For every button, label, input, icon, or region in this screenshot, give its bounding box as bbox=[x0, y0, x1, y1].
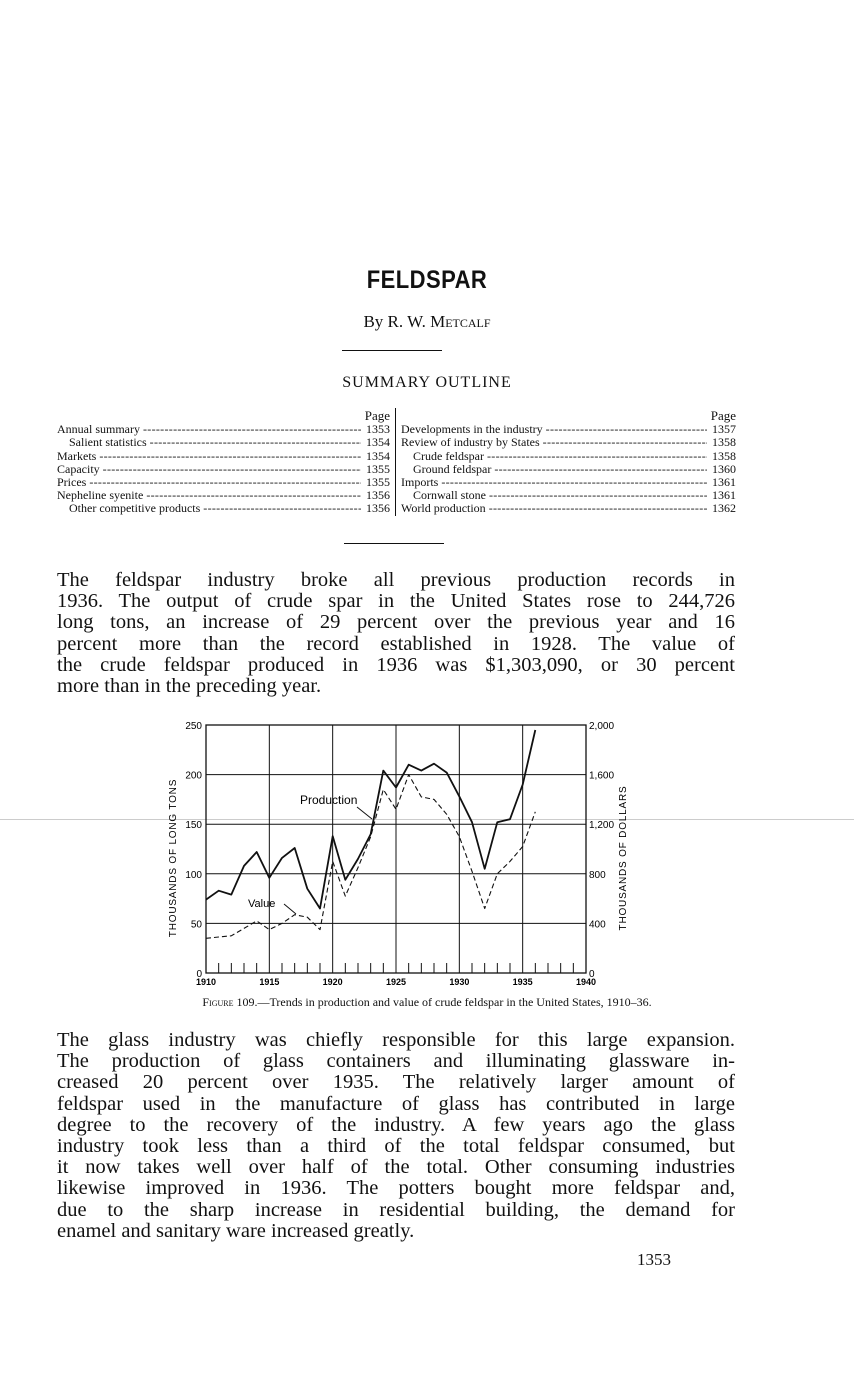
y-tick-label: 200 bbox=[185, 770, 202, 782]
y2-tick-label: 400 bbox=[589, 919, 606, 931]
toc-item-label: Annual summary bbox=[57, 422, 140, 437]
y2-axis-label: THOUSANDS OF DOLLARS bbox=[618, 785, 629, 931]
paragraph-line: The glass industry was chiefly responsible for this large expansion. bbox=[57, 1029, 735, 1051]
toc-leader-dots bbox=[99, 450, 361, 463]
y-tick-label: 100 bbox=[185, 869, 202, 881]
y2-tick-label: 800 bbox=[589, 869, 606, 881]
y-tick-label: 150 bbox=[185, 820, 202, 832]
paragraph-line: The production of glass containers and illuminating glassware in- bbox=[57, 1050, 735, 1073]
toc-item bbox=[57, 502, 390, 515]
toc-leader-dots bbox=[143, 423, 361, 436]
toc-item bbox=[401, 463, 736, 476]
production-pointer bbox=[357, 807, 372, 819]
paragraph-line: The feldspar industry broke all previous production records in bbox=[57, 569, 735, 591]
toc-item-page: 1358 bbox=[712, 435, 736, 450]
toc-item-label: Nepheline syenite bbox=[57, 488, 144, 503]
chart-grid bbox=[206, 725, 586, 973]
toc-leader-dots bbox=[543, 436, 707, 449]
toc-item-page: 1361 bbox=[712, 475, 736, 490]
series-line-production bbox=[206, 730, 535, 909]
toc-item-page: 1360 bbox=[712, 461, 736, 476]
toc-leader-dots bbox=[487, 450, 707, 463]
toc-item-label: Review of industry by States bbox=[401, 435, 540, 450]
toc-leader-dots bbox=[489, 502, 707, 515]
toc-item-page: 1353 bbox=[366, 422, 390, 437]
y-tick-label: 0 bbox=[196, 969, 202, 980]
paragraph-2 bbox=[57, 1030, 735, 1242]
toc-item-page: 1354 bbox=[366, 435, 390, 450]
page-number: 1353 bbox=[637, 1250, 671, 1269]
toc-item-label: Ground feldspar bbox=[413, 461, 492, 476]
x-tick-label: 1935 bbox=[512, 977, 533, 987]
chart bbox=[160, 716, 630, 994]
toc-leader-dots bbox=[203, 502, 361, 515]
figure-caption bbox=[0, 995, 854, 1010]
toc-divider bbox=[395, 408, 396, 516]
paragraph-line: likewise improved in 1936. The potters bought more feldspar and, bbox=[57, 1177, 735, 1200]
paragraph-line: long tons, an increase of 29 percent over the previous year and 16 bbox=[57, 611, 735, 634]
toc-item-label: Developments in the industry bbox=[401, 422, 543, 437]
y-tick-label: 250 bbox=[185, 721, 202, 732]
x-tick-label: 1910 bbox=[195, 977, 217, 987]
toc-item bbox=[57, 436, 390, 449]
toc-right-page-label: Page bbox=[710, 408, 736, 423]
toc-item-label: Crude feldspar bbox=[413, 448, 484, 463]
x-tick-label: 1925 bbox=[385, 977, 407, 987]
paragraph-line: degree to the recovery of the industry. A few years ago the glass bbox=[57, 1113, 735, 1136]
toc-item-label: World production bbox=[401, 501, 486, 516]
y-axis-label: THOUSANDS OF LONG TONS bbox=[168, 778, 179, 938]
value-pointer bbox=[284, 904, 296, 914]
toc-item-page: 1354 bbox=[366, 448, 390, 463]
value-label: Value bbox=[248, 898, 276, 910]
toc-leader-dots bbox=[103, 463, 361, 476]
paragraph-1 bbox=[57, 570, 735, 697]
toc-item bbox=[57, 450, 390, 463]
toc-leader-dots bbox=[494, 463, 707, 476]
toc-item-page: 1357 bbox=[712, 422, 736, 437]
toc-item bbox=[401, 502, 736, 515]
paragraph-line: due to the sharp increase in residential building, the demand for bbox=[57, 1198, 735, 1221]
paragraph-line: creased 20 percent over 1935. The relatively larger amount of bbox=[57, 1071, 735, 1094]
page-title: FELDSPAR bbox=[366, 266, 488, 294]
toc-leader-dots bbox=[150, 436, 361, 449]
x-tick-label: 1915 bbox=[259, 977, 280, 987]
paragraph-line: percent more than the record established in 1928. The value of bbox=[57, 632, 735, 655]
x-tick-label: 1940 bbox=[575, 977, 597, 987]
y2-tick-label: 1,600 bbox=[589, 770, 615, 782]
series-line-value bbox=[206, 775, 535, 939]
toc-item-page: 1362 bbox=[712, 501, 736, 516]
paragraph-line: feldspar used in the manufacture of glass has contributed in large bbox=[57, 1092, 735, 1115]
toc-item-page: 1358 bbox=[712, 448, 736, 463]
toc-item-label: Capacity bbox=[57, 461, 100, 476]
series-annotations bbox=[248, 793, 372, 914]
y-tick-labels bbox=[185, 721, 202, 980]
y-tick-label: 50 bbox=[190, 919, 202, 931]
figure-caption-text: —Trends in production and value of crude feldspar in the United States, 1910–36. bbox=[257, 995, 652, 1009]
toc-leader-dots bbox=[489, 489, 707, 502]
toc-item bbox=[401, 436, 736, 449]
toc-item-page: 1356 bbox=[366, 488, 390, 503]
toc-item-label: Cornwall stone bbox=[413, 488, 486, 503]
toc-item-page: 1356 bbox=[366, 501, 390, 516]
y2-tick-label: 2,000 bbox=[589, 721, 615, 732]
toc-item-page: 1355 bbox=[366, 461, 390, 476]
x-tick-label: 1920 bbox=[322, 977, 343, 987]
divider-top bbox=[342, 350, 442, 351]
toc-item-label: Salient statistics bbox=[69, 435, 147, 450]
y2-tick-label: 1,200 bbox=[589, 820, 615, 832]
paragraph-line: the crude feldspar produced in 1936 was $1,303,090, or 30 percent bbox=[57, 653, 735, 676]
paragraph-line: it now takes well over half of the total. Other consuming industries bbox=[57, 1156, 735, 1179]
toc-item bbox=[57, 463, 390, 476]
toc-item bbox=[401, 450, 736, 463]
divider-bottom bbox=[344, 543, 444, 544]
toc-item-label: Other competitive products bbox=[69, 501, 201, 516]
x-tick-label: 1930 bbox=[449, 977, 470, 987]
production-label: Production bbox=[300, 793, 358, 807]
outline-heading: SUMMARY OUTLINE bbox=[342, 374, 512, 391]
paragraph-line: 1936. The output of crude spar in the United States rose to 244,726 bbox=[57, 590, 735, 613]
paragraph-line: industry took less than a third of the total feldspar consumed, but bbox=[57, 1135, 735, 1158]
toc-left bbox=[57, 409, 390, 516]
byline bbox=[0, 312, 854, 332]
paragraph-line: more than in the preceding year. bbox=[57, 675, 322, 698]
byline-prefix: By R. W. bbox=[363, 312, 431, 331]
toc-item-label: Prices bbox=[57, 475, 87, 490]
toc-item-page: 1361 bbox=[712, 488, 736, 503]
byline-author: Metcalf bbox=[430, 312, 491, 331]
figure-number: Figure 109. bbox=[202, 995, 258, 1009]
toc-item-label: Imports bbox=[401, 475, 439, 490]
paragraph-line: enamel and sanitary ware increased greatly. bbox=[57, 1219, 415, 1242]
toc-item-label: Markets bbox=[57, 448, 97, 463]
toc-leader-dots bbox=[546, 423, 707, 436]
toc-item-page: 1355 bbox=[366, 475, 390, 490]
toc-right bbox=[401, 409, 736, 516]
x-tick-labels bbox=[196, 977, 596, 987]
y2-tick-labels bbox=[589, 721, 614, 980]
y2-tick-label: 0 bbox=[589, 969, 595, 980]
toc-left-page-label: Page bbox=[364, 408, 390, 423]
